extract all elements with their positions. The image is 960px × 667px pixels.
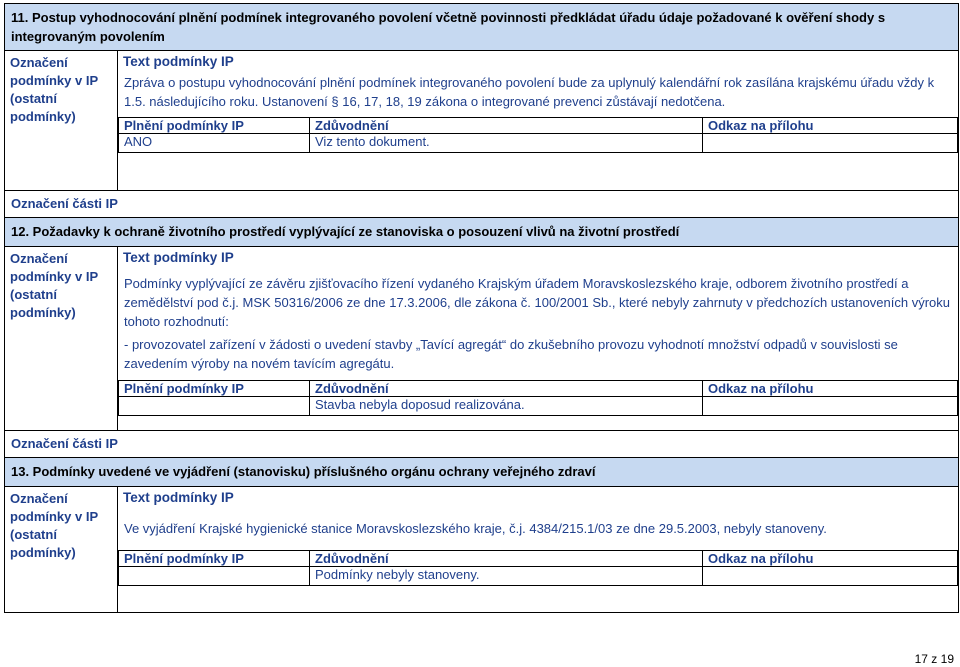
- cell-plneni: [119, 397, 310, 416]
- condition-text: Ve vyjádření Krajské hygienické stanice Moravskoslezského kraje, č.j. 4384/215.1/03 ze dne 29.5.2003, nebyly stanoveny.: [124, 521, 827, 536]
- fulfillment-table: [118, 550, 958, 586]
- condition-text-2: - provozovatel zařízení v žádosti o uvedení stavby „Tavící agregát“ do zkušebního provozu vyhodnotí množství odpadů v souvislosti se zavedením výroby na novém tavícím agregátu.: [124, 337, 898, 371]
- fulfillment-table: [118, 117, 958, 153]
- condition-label: Označení podmínky v IP (ostatní podmínky): [5, 487, 118, 613]
- cell-plneni: ANO: [119, 134, 310, 153]
- cell-odkaz: [703, 567, 958, 586]
- document-page: [4, 3, 958, 613]
- part-label: Označení části IP: [5, 431, 959, 458]
- section-12-header: 12. Požadavky k ochraně životního prostředí vyplývající ze stanoviska o posouzení vlivů na životní prostředí: [5, 218, 959, 247]
- cell-zduvodneni: Stavba nebyla doposud realizována.: [310, 397, 703, 416]
- col-odkaz: Odkaz na přílohu: [703, 118, 958, 134]
- page-number: 17 z 19: [914, 652, 954, 666]
- cell-zduvodneni: Viz tento dokument.: [310, 134, 703, 153]
- fulfillment-table: [118, 380, 958, 416]
- col-plneni: Plnění podmínky IP: [119, 118, 310, 134]
- condition-label: Označení podmínky v IP (ostatní podmínky): [5, 51, 118, 191]
- col-zduvodneni: Zdůvodnění: [310, 551, 703, 567]
- condition-text: Zpráva o postupu vyhodnocování plnění podmínek integrovaného povolení bude za uplynulý kalendářní rok zasílána krajskému úřadu vždy k 1.5. následujícího roku. Ustanovení § 16, 17, 18, 19 zákona o integrované prevenci zůstávají nedotčena.: [124, 75, 935, 109]
- section-11-header: 11. Postup vyhodnocování plnění podmínek integrovaného povolení včetně povinnosti předkládat úřadu údaje požadované k ověření shody s integrovaným povolením: [5, 4, 959, 51]
- col-plneni: Plnění podmínky IP: [119, 381, 310, 397]
- part-label: Označení části IP: [5, 191, 959, 218]
- cell-odkaz: [703, 397, 958, 416]
- text-header: Text podmínky IP: [123, 490, 234, 505]
- col-zduvodneni: Zdůvodnění: [310, 381, 703, 397]
- text-header: Text podmínky IP: [123, 250, 234, 265]
- text-header: Text podmínky IP: [123, 54, 234, 69]
- cell-plneni: [119, 567, 310, 586]
- section-13-header: 13. Podmínky uvedené ve vyjádření (stanovisku) příslušného orgánu ochrany veřejného zdraví: [5, 458, 959, 487]
- cell-odkaz: [703, 134, 958, 153]
- condition-label: Označení podmínky v IP (ostatní podmínky): [5, 247, 118, 431]
- col-odkaz: Odkaz na přílohu: [703, 381, 958, 397]
- ip-table: [4, 3, 959, 613]
- col-plneni: Plnění podmínky IP: [119, 551, 310, 567]
- col-zduvodneni: Zdůvodnění: [310, 118, 703, 134]
- condition-text: Podmínky vyplývající ze závěru zjišťovacího řízení vydaného Krajským úřadem Moravskoslezského kraje, odborem životního prostředí a zemědělství pod č.j. MSK 50316/2006 ze dne 17.3.2006, dle zákona č. 100/2001 Sb., které nebyly zahrnuty v předchozích ustanoveních výroku tohoto rozhodnutí:: [124, 276, 951, 329]
- cell-zduvodneni: Podmínky nebyly stanoveny.: [310, 567, 703, 586]
- col-odkaz: Odkaz na přílohu: [703, 551, 958, 567]
